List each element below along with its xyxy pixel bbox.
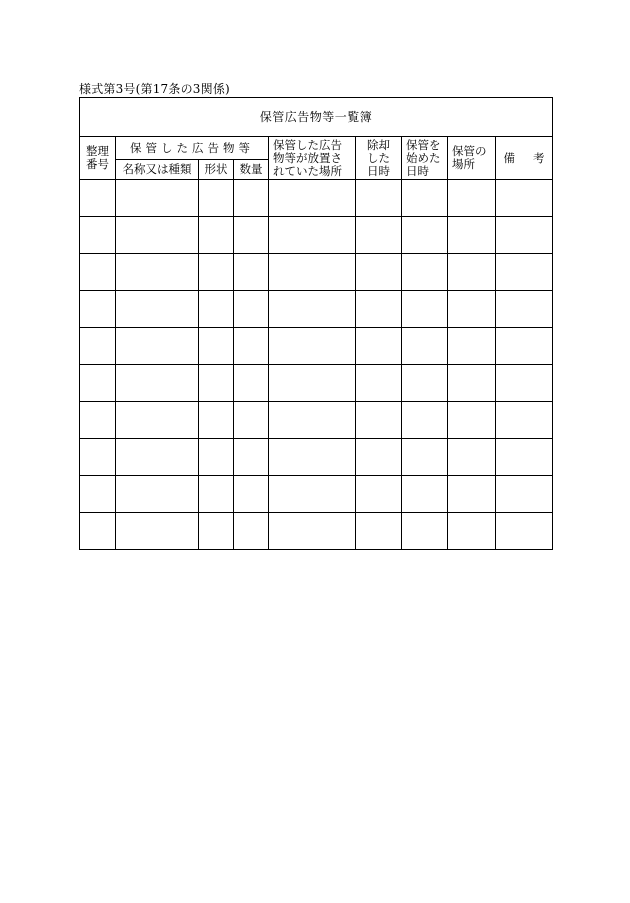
header-seiri-line2: 番号 xyxy=(86,157,109,171)
header-biko xyxy=(496,137,553,180)
cell-hokan-basho xyxy=(448,217,496,254)
cell-hokan-kaishi xyxy=(402,365,448,402)
cell-hokan-basho xyxy=(448,180,496,217)
cell-biko xyxy=(496,328,553,365)
cell-biko xyxy=(496,365,553,402)
cell-suryo xyxy=(234,291,269,328)
header-meisho-shurui: 名称又は種類 xyxy=(116,160,199,180)
cell-biko xyxy=(496,476,553,513)
cell-hokan-kaishi xyxy=(402,291,448,328)
header-hokan-kaishi-line1: 保管を xyxy=(406,137,441,152)
header-jokyaku-line2: した xyxy=(367,150,390,165)
cell-hochi-basho xyxy=(269,217,356,254)
cell-meisho-shurui xyxy=(116,217,199,254)
table-row xyxy=(80,365,553,402)
cell-seiri-bango xyxy=(80,254,116,291)
cell-seiri-bango xyxy=(80,513,116,550)
cell-hokan-basho xyxy=(448,476,496,513)
cell-hochi-basho xyxy=(269,365,356,402)
header-hochi-line3: れていた場所 xyxy=(273,163,342,178)
cell-hokan-kaishi xyxy=(402,513,448,550)
cell-seiri-bango xyxy=(80,365,116,402)
header-seiri-bango xyxy=(80,137,116,180)
cell-suryo xyxy=(234,254,269,291)
cell-seiri-bango xyxy=(80,402,116,439)
cell-biko xyxy=(496,254,553,291)
cell-seiri-bango xyxy=(80,291,116,328)
cell-hokan-basho xyxy=(448,328,496,365)
header-seiri-line1: 整理 xyxy=(86,144,109,158)
cell-biko xyxy=(496,217,553,254)
storage-ledger-table xyxy=(79,97,553,550)
cell-biko xyxy=(496,291,553,328)
cell-hokan-kaishi xyxy=(402,254,448,291)
header-hokan-kaishi-line3: 日時 xyxy=(406,163,429,178)
cell-jokyaku-nichiji xyxy=(356,291,402,328)
header-kokokubutsu-group: 保管した広告物等 xyxy=(116,137,269,160)
header-hokan-kaishi xyxy=(402,137,448,180)
cell-keijo xyxy=(199,328,234,365)
cell-keijo xyxy=(199,513,234,550)
cell-seiri-bango xyxy=(80,328,116,365)
cell-jokyaku-nichiji xyxy=(356,476,402,513)
cell-jokyaku-nichiji xyxy=(356,365,402,402)
cell-jokyaku-nichiji xyxy=(356,180,402,217)
cell-meisho-shurui xyxy=(116,180,199,217)
cell-meisho-shurui xyxy=(116,291,199,328)
cell-hokan-basho xyxy=(448,402,496,439)
cell-hokan-kaishi xyxy=(402,217,448,254)
cell-meisho-shurui xyxy=(116,476,199,513)
cell-hokan-kaishi xyxy=(402,439,448,476)
cell-keijo xyxy=(199,476,234,513)
cell-keijo xyxy=(199,254,234,291)
cell-hochi-basho xyxy=(269,402,356,439)
cell-suryo xyxy=(234,513,269,550)
table-row xyxy=(80,254,553,291)
cell-hochi-basho xyxy=(269,180,356,217)
cell-meisho-shurui xyxy=(116,254,199,291)
header-suryo: 数量 xyxy=(234,160,269,180)
cell-suryo xyxy=(234,328,269,365)
cell-seiri-bango xyxy=(80,217,116,254)
cell-keijo xyxy=(199,365,234,402)
cell-seiri-bango xyxy=(80,439,116,476)
table-row xyxy=(80,291,553,328)
cell-suryo xyxy=(234,180,269,217)
table-row xyxy=(80,513,553,550)
header-biko-char2: 考 xyxy=(533,150,545,165)
ledger-title: 保管広告物等一覧簿 xyxy=(80,98,553,137)
cell-biko xyxy=(496,513,553,550)
header-jokyaku-line3: 日時 xyxy=(367,163,390,178)
header-hochi-basho xyxy=(269,137,356,180)
cell-jokyaku-nichiji xyxy=(356,402,402,439)
cell-suryo xyxy=(234,365,269,402)
cell-keijo xyxy=(199,439,234,476)
cell-hochi-basho xyxy=(269,439,356,476)
cell-hochi-basho xyxy=(269,513,356,550)
header-keijo: 形状 xyxy=(199,160,234,180)
cell-hochi-basho xyxy=(269,254,356,291)
cell-hochi-basho xyxy=(269,291,356,328)
cell-hokan-kaishi xyxy=(402,402,448,439)
cell-biko xyxy=(496,180,553,217)
cell-meisho-shurui xyxy=(116,513,199,550)
cell-jokyaku-nichiji xyxy=(356,513,402,550)
cell-hochi-basho xyxy=(269,476,356,513)
cell-seiri-bango xyxy=(80,180,116,217)
cell-suryo xyxy=(234,476,269,513)
cell-keijo xyxy=(199,217,234,254)
cell-hokan-basho xyxy=(448,513,496,550)
cell-meisho-shurui xyxy=(116,365,199,402)
form-number-label: 様式第3号(第17条の3関係) xyxy=(79,82,230,96)
cell-jokyaku-nichiji xyxy=(356,439,402,476)
cell-suryo xyxy=(234,402,269,439)
cell-keijo xyxy=(199,180,234,217)
cell-meisho-shurui xyxy=(116,328,199,365)
table-row xyxy=(80,328,553,365)
cell-meisho-shurui xyxy=(116,402,199,439)
table-row xyxy=(80,402,553,439)
cell-hokan-kaishi xyxy=(402,328,448,365)
table-row xyxy=(80,476,553,513)
header-hokan-basho-line1: 保管の xyxy=(452,144,487,158)
cell-hokan-basho xyxy=(448,254,496,291)
header-hochi-line2: 物等が放置さ xyxy=(273,150,342,165)
header-jokyaku-nichiji xyxy=(356,137,402,180)
cell-hokan-kaishi xyxy=(402,180,448,217)
header-hokan-basho xyxy=(448,137,496,180)
cell-jokyaku-nichiji xyxy=(356,254,402,291)
cell-biko xyxy=(496,439,553,476)
table-row xyxy=(80,217,553,254)
table-row xyxy=(80,180,553,217)
header-hokan-basho-line2: 場所 xyxy=(452,157,475,171)
cell-hokan-basho xyxy=(448,439,496,476)
cell-jokyaku-nichiji xyxy=(356,217,402,254)
cell-biko xyxy=(496,402,553,439)
cell-suryo xyxy=(234,439,269,476)
cell-hochi-basho xyxy=(269,328,356,365)
cell-hokan-basho xyxy=(448,365,496,402)
cell-keijo xyxy=(199,291,234,328)
header-hokan-kaishi-line2: 始めた xyxy=(406,150,441,165)
cell-keijo xyxy=(199,402,234,439)
cell-meisho-shurui xyxy=(116,439,199,476)
cell-seiri-bango xyxy=(80,476,116,513)
header-hochi-line1: 保管した広告 xyxy=(273,137,342,152)
cell-suryo xyxy=(234,217,269,254)
table-row xyxy=(80,439,553,476)
cell-hokan-basho xyxy=(448,291,496,328)
header-biko-char1: 備 xyxy=(503,150,516,165)
cell-hokan-kaishi xyxy=(402,476,448,513)
header-jokyaku-line1: 除却 xyxy=(367,137,390,152)
cell-jokyaku-nichiji xyxy=(356,328,402,365)
